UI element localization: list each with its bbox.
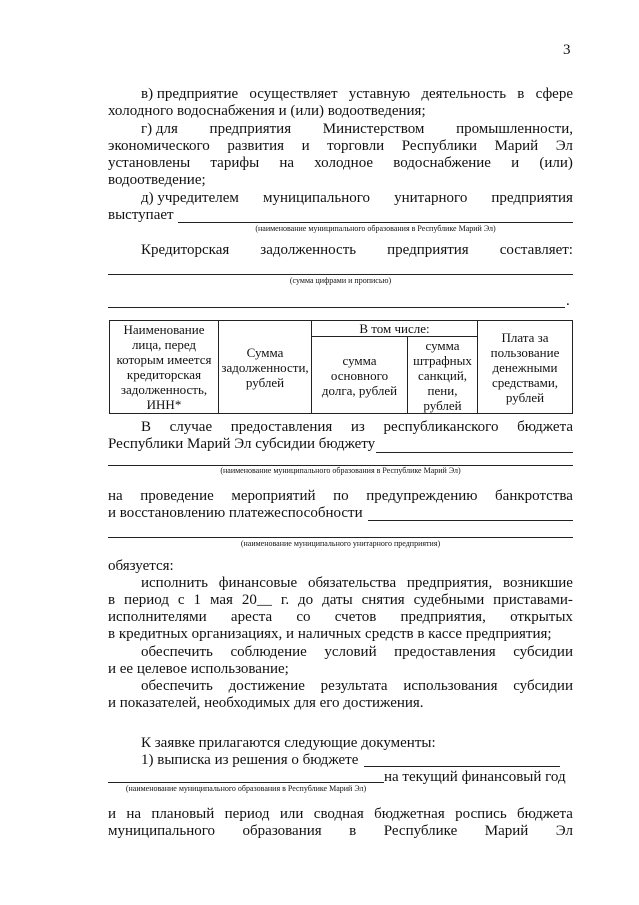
obligations-lead: обязуется: <box>108 558 174 574</box>
word: развития <box>227 138 285 154</box>
founder-caption: (наименование муниципального образования в Республике Марий Эл) <box>255 224 496 233</box>
header-line: рублей <box>505 389 545 405</box>
header-line: Плата за <box>501 329 549 345</box>
word: на <box>279 155 295 171</box>
word: обеспечить <box>141 678 213 694</box>
word: предоставления <box>394 644 496 660</box>
word: снятия <box>361 592 405 608</box>
para-v-line2: холодного водоснабжения и (или) водоотведения; <box>108 103 426 119</box>
word: Кредиторская <box>141 242 230 258</box>
word: в) предприятие <box>141 86 239 102</box>
header-creditor-name <box>110 321 219 414</box>
word: финансовые <box>218 575 298 591</box>
word: бюджета <box>517 806 573 822</box>
attachment-item1: 1) выписка из решения о бюджете <box>141 752 359 768</box>
word: предприятия <box>491 190 573 206</box>
word: Эл <box>555 823 573 839</box>
creditor-line <box>141 242 573 259</box>
word: В <box>141 419 152 435</box>
word: ареста <box>230 609 273 625</box>
word: обязательства <box>307 575 397 591</box>
word: период <box>224 806 270 822</box>
para-g-line2 <box>108 138 573 155</box>
word: 1 <box>193 592 202 608</box>
header-line: задолженность, <box>120 382 208 397</box>
header-line: санкций, <box>417 367 468 383</box>
word: соблюдение <box>230 644 307 660</box>
header-debt-amount <box>219 321 312 414</box>
word: случае <box>169 419 213 435</box>
word: уставную <box>348 86 411 102</box>
word: и <box>108 806 117 822</box>
attachment-blank-left <box>108 782 384 783</box>
word: торговли <box>327 138 385 154</box>
para-g-line1 <box>141 121 573 138</box>
word: тарифы <box>210 155 260 171</box>
word: 20__ <box>241 592 272 608</box>
obligation1-line4: в кредитных организациях, и наличных средств в кассе предприятия; <box>108 626 552 642</box>
word: судебными <box>413 592 485 608</box>
word: субсидии <box>513 644 573 660</box>
header-penalty <box>408 337 478 414</box>
word: условий <box>324 644 377 660</box>
word: образования <box>242 823 322 839</box>
word: исполнителями <box>108 609 207 625</box>
subsidy-line3 <box>108 488 573 505</box>
word: роспись <box>455 806 507 822</box>
word: мероприятий <box>231 488 316 504</box>
attachment-line-b <box>108 823 573 840</box>
word: мая <box>210 592 233 608</box>
word: Эл <box>555 138 573 154</box>
word: на <box>108 488 123 504</box>
word: счетов <box>334 609 377 625</box>
obligation2-line1 <box>141 644 573 661</box>
word: бюджета <box>517 419 573 435</box>
subsidy-blank-inline <box>376 452 573 453</box>
header-line: средствами, <box>491 374 559 390</box>
word: муниципального <box>262 190 371 206</box>
word: сфере <box>535 86 573 102</box>
word: г) для <box>141 121 178 137</box>
word: предприятия, <box>406 575 493 591</box>
header-line: задолженности, <box>221 359 309 375</box>
header-line: ИНН* <box>146 397 182 412</box>
creditor-caption: (сумма цифрами и прописью) <box>289 276 392 285</box>
obligation3-line1 <box>141 678 573 695</box>
word: предприятия <box>387 242 469 258</box>
header-line: лица, перед <box>131 337 197 352</box>
page-number: 3 <box>563 42 571 58</box>
word: проведение <box>140 488 214 504</box>
word: г. <box>280 592 290 608</box>
creditor-words-line <box>108 307 565 308</box>
word: Министерством <box>322 121 425 137</box>
word: или <box>279 806 304 822</box>
header-line: Сумма <box>246 344 284 360</box>
word: результата <box>320 678 388 694</box>
word: в <box>517 86 525 102</box>
word: предприятия <box>209 121 292 137</box>
word: муниципального <box>108 823 216 839</box>
header-line: сумма <box>342 352 377 368</box>
word: приставами- <box>493 592 573 608</box>
word: предупреждению <box>366 488 478 504</box>
word: банкротства <box>495 488 573 504</box>
obligation3-line2: и показателей, необходимых для его достижения. <box>108 695 424 711</box>
word: субсидии <box>513 678 573 694</box>
header-line: штрафных <box>413 352 472 368</box>
header-principal <box>312 337 408 414</box>
word: (или) <box>539 155 573 171</box>
creditor-amount-line <box>108 274 573 275</box>
obligation1-line1 <box>141 575 573 592</box>
word: с <box>177 592 185 608</box>
para-d-line1 <box>141 190 573 207</box>
word: со <box>296 609 311 625</box>
word: открытых <box>510 609 573 625</box>
word: Марий <box>494 138 539 154</box>
header-line: рублей <box>423 397 462 413</box>
word: в <box>108 592 116 608</box>
word: и <box>511 155 520 171</box>
debt-table <box>109 320 573 414</box>
header-fee <box>478 321 573 414</box>
word: период <box>124 592 169 608</box>
word: обеспечить <box>141 644 213 660</box>
header-line: денежными <box>492 359 558 375</box>
founder-blank-line <box>178 222 573 223</box>
word: достижение <box>228 678 305 694</box>
subsidy-line2: Республики Марий Эл субсидии бюджету <box>108 436 376 452</box>
header-including: В том числе: <box>312 321 478 337</box>
header-line: пени, <box>427 382 458 398</box>
word: по <box>333 488 349 504</box>
word: составляет: <box>499 242 573 258</box>
word: бюджетная <box>374 806 445 822</box>
word: использования <box>403 678 498 694</box>
word: до <box>298 592 314 608</box>
word: возникшие <box>502 575 573 591</box>
header-line: основного <box>330 367 389 383</box>
obligation1-line3 <box>108 609 573 626</box>
para-v-line1 <box>141 86 573 103</box>
word: сводная <box>313 806 364 822</box>
word: д) учредителем <box>141 190 239 206</box>
header-line: пользование <box>490 344 560 360</box>
para-g-line3 <box>108 155 573 172</box>
obligation2-line2: и ее целевое использование; <box>108 661 289 677</box>
enterprise-blank-inline <box>368 520 573 521</box>
word: Республике <box>383 823 458 839</box>
subsidy-caption2: (наименование муниципального унитарного предприятия) <box>240 539 441 548</box>
header-line: которым имеется <box>116 352 212 367</box>
enterprise-blank-full <box>108 537 573 538</box>
word: республиканского <box>383 419 499 435</box>
word: исполнить <box>141 575 208 591</box>
header-line: Наименование <box>123 322 205 337</box>
header-line: сумма <box>425 337 460 353</box>
word: холодное <box>314 155 374 171</box>
word: унитарного <box>394 190 468 206</box>
word: Марий <box>484 823 529 839</box>
attachment-item1-tail: на текущий финансовый год <box>384 769 566 785</box>
attachment-caption: (наименование муниципального образования в Республике Марий Эл) <box>125 784 367 793</box>
word: установлены <box>108 155 191 171</box>
header-line: рублей <box>245 374 285 390</box>
header-line: кредиторская <box>126 367 202 382</box>
word: предоставления <box>230 419 333 435</box>
para-g-line4: водоотведение; <box>108 172 206 188</box>
word: и <box>301 138 310 154</box>
word: водоснабжение <box>393 155 491 171</box>
attachment-line-a <box>108 806 573 823</box>
word: осуществляет <box>249 86 338 102</box>
creditor-period: . <box>566 293 570 309</box>
header-line: долга, рублей <box>321 382 398 398</box>
word: даты <box>322 592 353 608</box>
word: задолженность <box>260 242 357 258</box>
para-d-line2: выступает <box>108 207 174 223</box>
word: в <box>349 823 357 839</box>
word: деятельность <box>421 86 507 102</box>
word: промышленности, <box>456 121 573 137</box>
word: плановый <box>151 806 215 822</box>
word: из <box>350 419 365 435</box>
word: предприятия, <box>400 609 486 625</box>
subsidy-caption1: (наименование муниципального образования в Республике Марий Эл) <box>220 466 461 475</box>
attachments-lead: К заявке прилагаются следующие документы: <box>141 735 436 751</box>
word: на <box>126 806 142 822</box>
attachment-blank-inline <box>364 766 560 767</box>
obligation1-line2 <box>108 592 573 609</box>
word: экономического <box>108 138 210 154</box>
word: Республики <box>401 138 478 154</box>
subsidy-line1 <box>141 419 573 436</box>
subsidy-line4: и восстановлению платежеспособности <box>108 505 363 521</box>
